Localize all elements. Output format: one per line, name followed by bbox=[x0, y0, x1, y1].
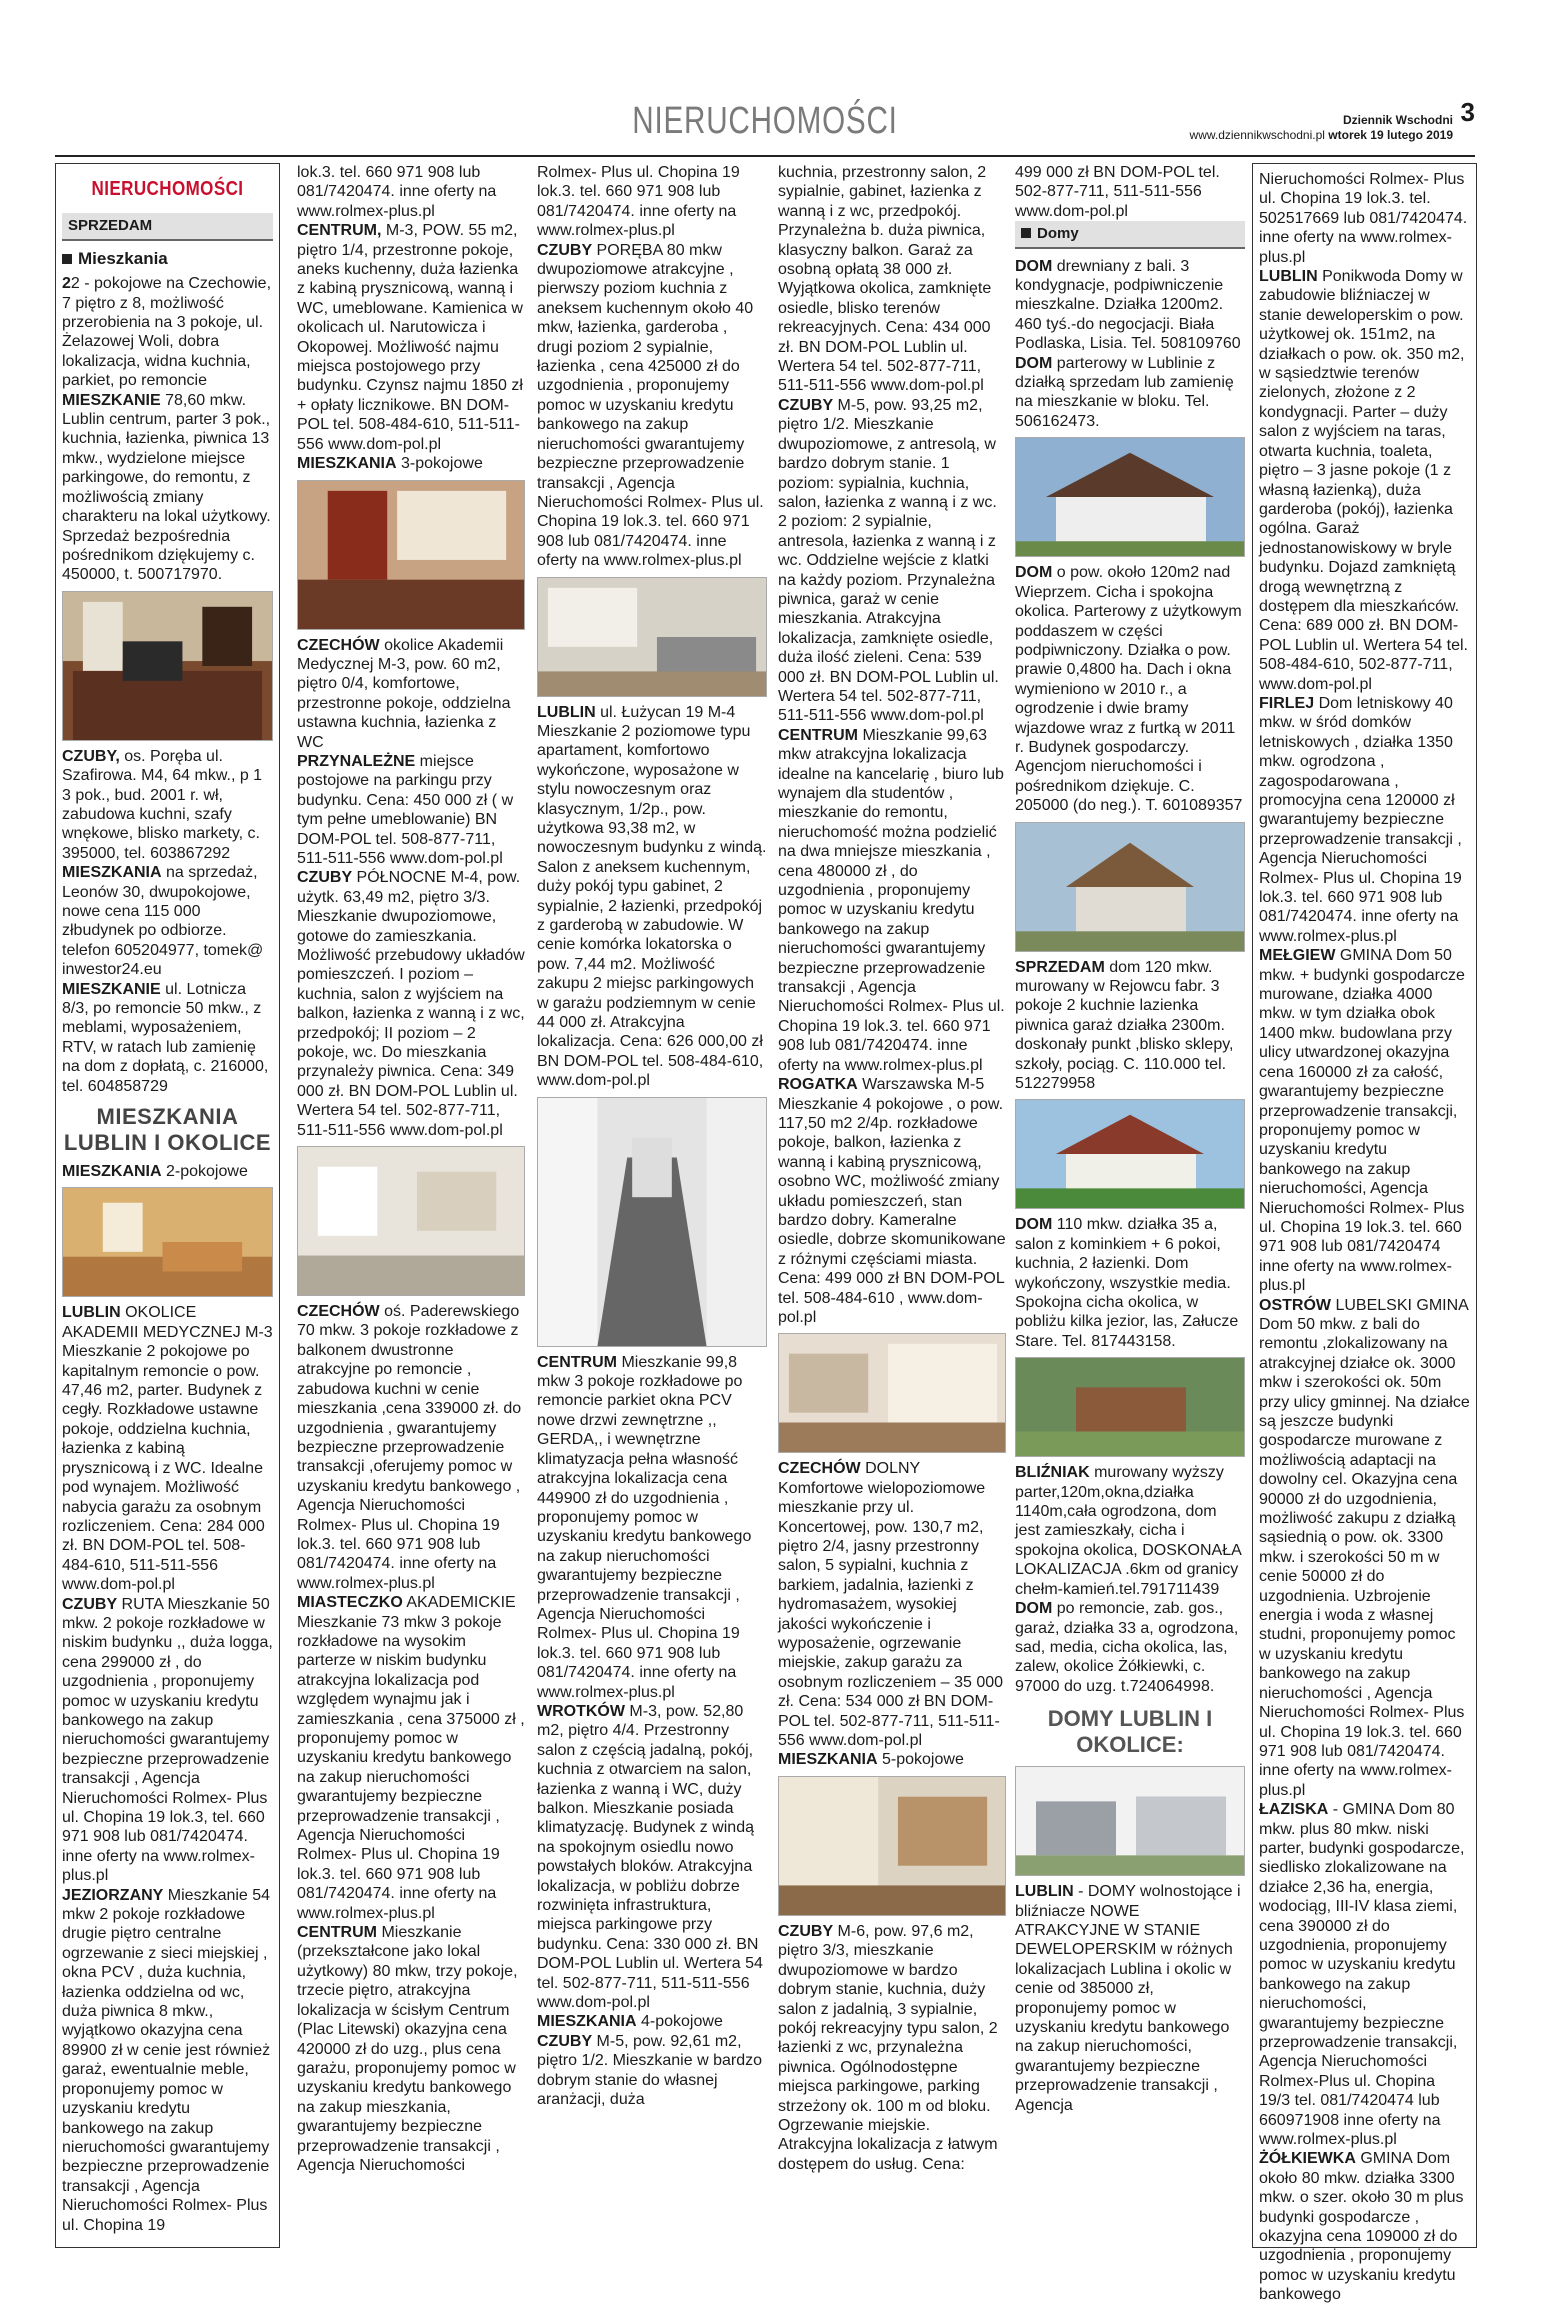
listing: Nieruchomości Rolmex- Plus ul. Chopina 19 lok.3. tel. 502517669 lub 081/7420474. inne oferty na www.rolmex-plus.pl bbox=[1259, 171, 1468, 266]
category-heading: Mieszkania bbox=[62, 249, 273, 268]
category-label: MIESZKANIA 5-pokojowe bbox=[778, 1751, 964, 1769]
listing: MIESZKANIE ul. Lotnicza 8/3, po remoncie 50 mkw., z meblami, wyposażeniem, RTV, w ratach lub zamienię na dom z dopłatą, c. 216000, tel. 604858729 bbox=[62, 980, 269, 1095]
listing: MIASTECZKO AKADEMICKIE Mieszkanie 73 mkw 3 pokoje rozkładowe na wysokim parterze w niskim budynku atrakcyjna lokalizacja pod względem wynajmu jak i zamieszkania , cena 375000 zł , proponujemy pomoc w uzyskaniu kredytu bankowego na zakup nieruchomości gwarantujemy bezpieczne przeprowadzenie transakcji , Agencja Nieruchomości Rolmex- Plus ul. Chopina 19 lok.3. tel. 660 971 908 lub 081/7420474. inne oferty na www.rolmex-plus.pl bbox=[297, 1594, 525, 1922]
column-heading: NIERUCHOMOŚCI bbox=[91, 178, 244, 200]
houses-render-photo bbox=[1015, 1766, 1245, 1876]
category-heading: Domy bbox=[1015, 221, 1245, 248]
listing: CZUBY, os. Poręba ul. Szafirowa. M4, 64 mkw., p 1 3 pok., bud. 2001 r. wł, zabudowa kuchni, szafy wnękowe, blisko markety, c. 395000, tel. 603867292 bbox=[62, 747, 263, 862]
listing: CZUBY RUTA Mieszkanie 50 mkw. 2 pokoje rozkładowe w niskim budynku ,, duża logga, cena 299000 zł , do uzgodnienia , proponujemy pomoc w uzyskaniu kredytu bankowego na zakup nieruchomości gwarantujemy bezpieczne przeprowadzenie transakcji , Agencja Nieruchomości Rolmex- Plus ul. Chopina 19 lok.3, tel. 660 971 908 lub 081/7420474. inne oferty na www.rolmex-plus.pl bbox=[62, 1595, 273, 1885]
column-4 bbox=[778, 163, 1006, 2248]
listing: CENTRUM Mieszkanie 99,8 mkw 3 pokoje rozkładowe po remoncie parkiet okna PCV nowe drzwi zewnętrzne ,, GERDA,, i wewnętrzne klimatyzacja pełna własność atrakcyjna lokalizacja cena 449900 zł do uzgodnienia , proponujemy pomoc w uzyskaniu kredytu bankowego na zakup nieruchomości gwarantujemy bezpieczne przeprowadzenie transakcji , Agencja Nieruchomości Rolmex- Plus ul. Chopina 19 lok.3. tel. 660 971 908 lub 081/7420474. inne oferty na www.rolmex-plus.pl bbox=[537, 1353, 752, 1701]
room-photo bbox=[62, 1187, 273, 1297]
header-rule bbox=[55, 155, 1475, 157]
listing: lok.3. tel. 660 971 908 lub 081/7420474. inne oferty na www.rolmex-plus.pl bbox=[297, 164, 497, 220]
apartment-photo bbox=[537, 1097, 767, 1347]
page-number: 3 bbox=[1460, 97, 1475, 127]
listing: SPRZEDAM dom 120 mkw. murowany w Rejowcu fabr. 3 pokoje 2 kuchnie lazienka piwnica garaż działka 2300m. doskonały punkt ,blisko sklepy, szkoły, pociąg. C. 110.000 tel. 512279958 bbox=[1015, 958, 1234, 1092]
listing: LUBLIN OKOLICE AKADEMII MEDYCZNEJ M-3 Mieszkanie 2 pokojowe po kapitalnym remoncie o pow. 47,46 m2, parter. Budynek z cegły. Rozkładowe ustawne pokoje, oddzielna kuchnia, łazienka z kabiną prysznicową i z WC. Idealne pod wynajem. Możliwość nabycia garażu za osobnym rozliczeniem. Cena: 284 000 zł. BN DOM-POL tel. 508-484-610, 511-511-556 www.dom-pol.pl bbox=[62, 1304, 273, 1594]
site-url[interactable]: www.dziennikwschodni.pl bbox=[1189, 128, 1325, 142]
listing: Rolmex- Plus ul. Chopina 19 lok.3. tel. 660 971 908 lub 081/7420474. inne oferty na www.rolmex-plus.pl bbox=[537, 164, 740, 240]
listing: OSTRÓW LUBELSKI GMINA Dom 50 mkw. z bali do remontu ,zlokalizowany na atrakcyjnej działce ok. 3000 mkw i szerokości ok. 50m przy ulicy gminnej. Na działce są jeszcze budynki gospodarcze murowane z możliwością adaptacji na dowolny cel. Okazyjna cena 90000 zł do uzgodnienia, możliwość zakupu z działką sąsiednią o pow. ok. 3300 mkw. i szerokości 50 m w cenie 50000 zł do uzgodnienia. Uzbrojenie energia i woda z własnej studni, proponujemy pomoc w uzyskaniu kredytu bankowego na zakup nieruchomości , Agencja Nieruchomości Rolmex- Plus ul. Chopina 19 lok.3. tel. 660 971 908 lub 081/7420474. inne oferty na www.rolmex-plus.pl bbox=[1259, 1296, 1470, 1799]
listing: MIESZKANIA na sprzedaż, Leonów 30, dwupokojowe, nowe cena 115 000 złbudynek po odbiorze. telefon 605204977, tomek@ inwestor24.eu bbox=[62, 864, 264, 979]
listing: ROGATKA Warszawska M-5 Mieszkanie 4 pokojowe , o pow. 117,50 m2 2/4p. rozkładowe pokoje, balkon, łazienka z wanną i kabiną prysznicową, osobno WC, możliwość zmiany układu pomieszczeń, stan bardzo dobry. Kameralne osiedle, dobrze skomunikowane z różnymi częściami miasta. Cena: 499 000 zł BN DOM-POL tel. 508-484-610 , www.dom-pol.pl bbox=[778, 1076, 1006, 1326]
listing: CENTRUM Mieszkanie (przekształcone jako lokal użytkowy) 80 mkw, trzy pokoje, trzecie piętro, atrakcyjna lokalizacja w ścisłym Centrum (Plac Litewski) okazyjna cena 420000 zł do uzg., plus cena garażu, proponujemy pomoc w uzyskaniu kredytu bankowego na zakup mieszkania, gwarantujemy bezpieczne przeprowadzenie transakcji , Agencja Nieruchomości bbox=[297, 1924, 518, 2174]
apartment-photo bbox=[778, 1776, 1006, 1916]
column-5 bbox=[1015, 163, 1245, 2248]
listing: LUBLIN Ponikwoda Domy w zabudowie bliźniaczej w stanie deweloperskim o pow. użytkowej ok. 151m2, na działkach o pow. ok. 350 m2, w sąsiedztwie terenów zielonych, złożone z 2 kondygnacji. Parter – duży salon z wyjściem na taras, otwarta kuchnia, toaleta, piętro – 3 jasne pokoje (1 z własną łazienką), duża garderoba (pokój), łazienka ogólna. Garaż jednostanowiskowy w bryle budynku. Dojazd zamkniętą drogą wewnętrzną z dostępem dla mieszkańców. Cena: 689 000 zł. BN DOM-POL Lublin ul. Wertera 54 tel. 508-484-610, 502-877-711, www.dom-pol.pl bbox=[1259, 268, 1468, 693]
banner-heading: MIESZKANIA LUBLIN I OKOLICE bbox=[63, 1104, 272, 1156]
house-photo bbox=[1015, 1357, 1245, 1457]
listing: ŻÓŁKIEWKA GMINA Dom około 80 mkw. działka 3300 mkw. o szer. około 30 m plus budynki gospodarcze , okazyjna cena 109000 zł do uzgodnienia , proponujemy pomoc w uzyskaniu kredytu bankowego bbox=[1259, 2150, 1464, 2304]
listing: CZUBY PORĘBA 80 mkw dwupoziomowe atrakcyjne , pierwszy poziom kuchnia z aneksem kuchennym około 40 mkw, łazienka, garderoba , drugi poziom 2 sypialnie, łazienka , cena 425000 zł do uzgodnienia , proponujemy pomoc w uzyskaniu kredytu bankowego na zakup nieruchomości gwarantujemy bezpieczne przeprowadzenie transakcji , Agencja Nieruchomości Rolmex- Plus ul. Chopina 19 lok.3. tel. 660 971 908 lub 081/7420474. inne oferty na www.rolmex-plus.pl bbox=[537, 241, 764, 570]
column-1 bbox=[55, 163, 280, 2248]
category-label: MIESZKANIA 2-pokojowe bbox=[62, 1163, 248, 1181]
listing: 499 000 zł BN DOM-POL tel. 502-877-711, 511-511-556 www.dom-pol.pl bbox=[1015, 164, 1220, 220]
house-photo bbox=[1015, 822, 1245, 952]
banner-heading: DOMY LUBLIN I OKOLICE: bbox=[1047, 1706, 1213, 1758]
apartment-photo bbox=[778, 1333, 1006, 1453]
listing: CZECHÓW DOLNY Komfortowe wielopoziomowe mieszkanie przy ul. Koncertowej, pow. 130,7 m2, piętro 2/4, jasny przestronny salon, 5 sypialni, kuchnia z barkiem, jadalnia, łazienki z hydromasażem, wysokiej jakości wykończenie i wyposażenie, ogrzewanie miejskie, zakup garażu za osobnym rozliczeniem – 35 000 zł. Cena: 534 000 zł BN DOM-POL tel. 502-877-711, 511-511-556 www.dom-pol.pl bbox=[778, 1460, 1004, 1750]
apartment-photo bbox=[297, 480, 525, 630]
listing: MIESZKANIE 78,60 mkw. Lublin centrum, parter 3 pok., kuchnia, łazienka, piwnica 13 mkw., wydzielone miejsce parkingowe, do remontu, z możliwością zmiany charakteru na lokal użytkowy. Sprzedaż bezpośrednia pośrednikom dziękujemy c. 450000, t. 500717970. bbox=[62, 391, 271, 584]
listing: DOM po remoncie, zab. gos., garaż, działka 33 a, ogrodzona, sad, media, cicha okolica, las, zalew, okolice Żółkiewki, c. 97000 do uzg. t.724064998. bbox=[1015, 1600, 1239, 1695]
square-bullet-icon bbox=[1021, 228, 1031, 238]
listing: CZUBY M-5, pow. 92,61 m2, piętro 1/2. Mieszkanie w bardzo dobrym stanie do własnej aranżacji, duża bbox=[537, 2032, 762, 2109]
listing: PRZYNALEŻNE miejsce postojowe na parkingu przy budynku. Cena: 450 000 zł ( w tym pełne umeblowanie) BN DOM-POL tel. 508-877-711, 511-511-556 www.dom-pol.pl bbox=[297, 752, 514, 867]
listing: MEŁGIEW GMINA Dom 50 mkw. + budynki gospodarcze murowane, działka 4000 mkw. w tym działka obok 1400 mkw. budowlana przy ulicy utwardzonej okazyjna cena 160000 zł za całość, gwarantujemy bezpieczne przeprowadzenie transakcji, proponujemy pomoc w uzyskaniu kredytu bankowego na zakup nieruchomości, Agencja Nieruchomości Rolmex- Plus ul. Chopina 19 lok.3. tel. 660 971 908 lub 081/7420474 inne oferty na www.rolmex-plus.pl bbox=[1259, 947, 1465, 1295]
issue-date: wtorek 19 lutego 2019 bbox=[1328, 128, 1453, 142]
listing: CENTRUM, M-3, POW. 55 m2, piętro 1/4, przestronne pokoje, aneks kuchenny, duża łazienka z kabiną prysznicową, wanną i WC, umeblowane. Kamienica w okolicach ul. Narutowicza i Okopowej. Możliwość najmu miejsca postojowego przy budynku. Czynsz najmu 1850 zł + opłaty licznikowe. BN DOM-POL tel. 508-484-610, 511-511-556 www.dom-pol.pl bbox=[297, 222, 523, 453]
brand-name: Dziennik Wschodni bbox=[1342, 113, 1453, 127]
publication-info bbox=[1189, 97, 1475, 143]
house-photo bbox=[1015, 437, 1245, 557]
listing: CZUBY M-6, pow. 97,6 m2, piętro 3/3, mieszkanie dwupoziomowe w bardzo dobrym stanie, kuchnia, duży salon z jadalnią, 3 sypialnie, pokój rekreacyjny typu salon, 2 łazienki z wc, przynależna piwnica. Ogólnodostępne miejsca parkingowe, parking strzeżony ok. 100 m od bloku. Ogrzewanie miejskie. Atrakcyjna lokalizacja z łatwym dostępem do usług. Cena: bbox=[778, 1922, 998, 2173]
listing: ŁAZISKA - GMINA Dom 80 mkw. plus 80 mkw. niski parter, budynki gospodarcze, siedlisko zlokalizowane na działce 2,36 ha, energia, wodociąg, III-IV klasa ziemi, cena 390000 zł do uzgodnienia, proponujemy pomoc w uzyskaniu kredytu bankowego na zakup nieruchomości, gwarantujemy bezpieczne przeprowadzenie transakcji, Agencja Nieruchomości Rolmex-Plus ul. Chopina 19/3 tel. 081/7420474 lub 660971908 inne oferty na www.rolmex-plus.pl bbox=[1259, 1801, 1465, 2149]
listing: CENTRUM Mieszkanie 99,63 mkw atrakcyjna lokalizacja idealne na kancelarię , biuro lub wynajem dla studentów , mieszkanie do remontu, nieruchomość można podzielić na dwa mniejsze mieszkania , cena 480000 zł , do uzgodnienia , proponujemy pomoc w uzyskaniu kredytu bankowego na zakup nieruchomości gwarantujemy bezpieczne przeprowadzenie transakcji , Agencja Nieruchomości Rolmex- Plus ul. Chopina 19 lok.3. tel. 660 971 908 lub 081/7420474. inne oferty na www.rolmex-plus.pl bbox=[778, 726, 1005, 1074]
listing: CZUBY M-5, pow. 93,25 m2, piętro 1/2. Mieszkanie dwupoziomowe, z antresolą, w bardzo dobrym stanie. 1 poziom: sypialnia, kuchnia, salon, łazienka z wanną i z wc. 2 poziom: 2 sypialnie, antresola, łazienka z wanną i z wc. Oddzielne wejście z klatki na każdy poziom. Przynależna piwnica, garaż w cenie mieszkania. Atrakcyjna lokalizacja, zamknięte osiedle, duża ilość zieleni. Cena: 539 000 zł. BN DOM-POL Lublin ul. Wertera 54 tel. 502-877-711, 511-511-556 www.dom-pol.pl bbox=[778, 396, 999, 725]
listing: DOM o pow. około 120m2 nad Wieprzem. Cicha i spokojna okolica. Parterowy z użytkowym poddaszem w części podpiwniczony. Działka o pow. prawie 0,4800 ha. Dach i okna wymieniono w 2010 r., a ogrodzenie i dwie bramy wjazdowe wraz z furtką w 2011 r. Budynek gospodarczy. Agencjom nieruchomości i pośrednikom dziękuje. C. 205000 (do neg.). T. 601089357 bbox=[1015, 564, 1243, 815]
square-bullet-icon bbox=[62, 254, 72, 264]
listing: CZECHÓW okolice Akademii Medycznej M-3, pow. 60 m2, piętro 0/4, komfortowe, przestronne pokoje, oddzielna ustawna kuchnia, łazienka z WC bbox=[297, 636, 511, 751]
listing: WROTKÓW M-3, pow. 52,80 m2, piętro 4/4. Przestronny salon z częścią jadalną, pokój, kuchnia z otwarciem na salon, łazienka z wanną i WC, duży balkon. Mieszkanie posiada klimatyzację. Budynek z windą na spokojnym osiedlu nowo powstałych bloków. Atrakcyjna lokalizacja, w pobliżu dobrze rozwinięta infrastruktura, miejsca parkingowe przy budynku. Cena: 330 000 zł. BN DOM-POL Lublin ul. Wertera 54 tel. 502-877-711, 511-511-556 www.dom-pol.pl bbox=[537, 1702, 763, 2012]
column-2 bbox=[297, 163, 525, 2248]
listing: LUBLIN ul. Łużycan 19 M-4 Mieszkanie 2 poziomowe typu apartament, komfortowo wykończone, wyposażone w stylu nowoczesnym oraz klasycznym, 1/2p., pow. użytkowa 93,38 m2, w nowoczesnym budynku z windą. Salon z aneksem kuchennym, duży pokój typu gabinet, 2 sypialnie, 2 łazienki, przedpokój z garderobą w zabudowie. W cenie komórka lokatorska o pow. 7,44 m2. Możliwość zakupu 2 miejsc parkingowych w garażu podziemnym w cenie 44 000 zł. Atrakcyjna lokalizacja. Cena: 626 000,00 zł BN DOM-POL tel. 508-484-610, www.dom-pol.pl bbox=[537, 703, 767, 1090]
listing: BLIŹNIAK murowany wyższy parter,120m,okna,działka 1140m,cała ogrodzona, dom jest zamieszkały, cicha i spokojna okolica, DOSKONAŁA LOKALIZACJA .6km od granicy chełm-kamień.tel.791711439 bbox=[1015, 1464, 1241, 1598]
listing: CZUBY PÓŁNOCNE M-4, pow. użytk. 63,49 m2, piętro 3/3. Mieszkanie dwupoziomowe, gotowe do zamieszkania. Możliwość przebudowy układów pomieszczeń. I poziom – kuchnia, salon z wyjściem na balkon, łazienka z wanną i z wc, przedpokój; II poziom – 2 pokoje, wc. Do mieszkania przynależy piwnica. Cena: 349 000 zł. BN DOM-POL Lublin ul. Wertera 54 tel. 502-877-711, 511-511-556 www.dom-pol.pl bbox=[297, 869, 525, 1139]
section-title: NIERUCHOMOŚCI bbox=[632, 100, 898, 142]
apartment-photo bbox=[297, 1146, 525, 1296]
column-3 bbox=[537, 163, 767, 2248]
listing: DOM drewniany z bali. 3 kondygnacje, podpiwniczenie mieszkalne. Działka 1200m2. 460 tyś.-do negocjacji. Biała Podlaska, Lisia. Tel. 508109760 bbox=[1015, 257, 1241, 353]
category-label: MIESZKANIA 4-pokojowe bbox=[537, 2013, 723, 2031]
listing: LUBLIN - DOMY wolnostojące i bliźniacze NOWE ATRAKCYJNE W STANIE DEWELOPERSKIM w różnych lokalizacjach Lublina i okolic w cenie od 385000 zł, proponujemy pomoc w uzyskaniu kredytu bankowego na zakup nieruchomości, gwarantujemy bezpieczne przeprowadzenie transakcji , Agencja bbox=[1015, 1883, 1241, 2114]
category-label: MIESZKANIA 3-pokojowe bbox=[297, 455, 483, 473]
listing: DOM parterowy w Lublinie z działką sprzedam lub zamienię na mieszkanie w bloku. Tel. 506162473. bbox=[1015, 354, 1234, 430]
listing: DOM 110 mkw. działka 35 a, salon z kominkiem + 6 pokoi, kuchnia, 2 łazienki. Dom wykończony, wszystkie media. Spokojna cicha okolica, w pobliżu kilka jezior, las, Załucze Stare. Tel. 817443158. bbox=[1015, 1216, 1239, 1350]
section-bar: SPRZEDAM bbox=[62, 213, 273, 240]
living-room-photo bbox=[62, 591, 273, 741]
listing: 22 - pokojowe na Czechowie, 7 piętro z 8, możliwość przerobienia na 3 pokoje, ul. Żelazowej Woli, dobra lokalizacja, widna kuchnia, parkiet, po remoncie bbox=[62, 275, 272, 390]
column-6 bbox=[1252, 163, 1477, 2304]
listing: kuchnia, przestronny salon, 2 sypialnie, gabinet, łazienka z wanną i z wc, przedpokój. Przynależna b. duża piwnica, klasyczny balkon. Garaż za osobną opłatą 38 000 zł. Wyjątkowa okolica, zamknięte osiedle, blisko terenów rekreacyjnych. Cena: 434 000 zł. BN DOM-POL Lublin ul. Wertera 54 tel. 502-877-711, 511-511-556 www.dom-pol.pl bbox=[778, 164, 992, 395]
listing: FIRLEJ Dom letniskowy 40 mkw. w śród domków letniskowych , działka 1350 mkw. ogrodzona , zagospodarowana , promocyjna cena 120000 zł gwarantujemy bezpieczne przeprowadzenie transakcji , Agencja Nieruchomości Rolmex- Plus ul. Chopina 19 lok.3. tel. 660 971 908 lub 081/7420474. inne oferty na www.rolmex-plus.pl bbox=[1259, 694, 1462, 945]
house-photo bbox=[1015, 1099, 1245, 1209]
masthead bbox=[55, 95, 1475, 155]
apartment-photo bbox=[537, 577, 767, 697]
listing: CZECHÓW oś. Paderewskiego 70 mkw. 3 pokoje rozkładowe z balkonem dwustronne atrakcyjne po remoncie , zabudowa kuchni w cenie mieszkania ,cena 339000 zł. do uzgodnienia , gwarantujemy bezpieczne przeprowadzenie transakcji ,oferujemy pomoc w uzyskaniu kredytu bankowego , Agencja Nieruchomości Rolmex- Plus ul. Chopina 19 lok.3. tel. 660 971 908 lub 081/7420474. inne oferty na www.rolmex-plus.pl bbox=[297, 1303, 522, 1592]
listing: JEZIORZANY Mieszkanie 54 mkw 2 pokoje rozkładowe drugie piętro centralne ogrzewanie z sieci miejskiej , okna PCV , duża kuchnia, łazienka oddzielna od wc, duża piwnica 8 mkw., wyjątkowo okazyjna cena 89900 zł w cenie jest również garaż, ewentualnie meble, proponujemy pomoc w uzyskaniu kredytu bankowego na zakup nieruchomości gwarantujemy bezpieczne przeprowadzenie transakcji , Agencja Nieruchomości Rolmex- Plus ul. Chopina 19 bbox=[62, 1886, 271, 2234]
